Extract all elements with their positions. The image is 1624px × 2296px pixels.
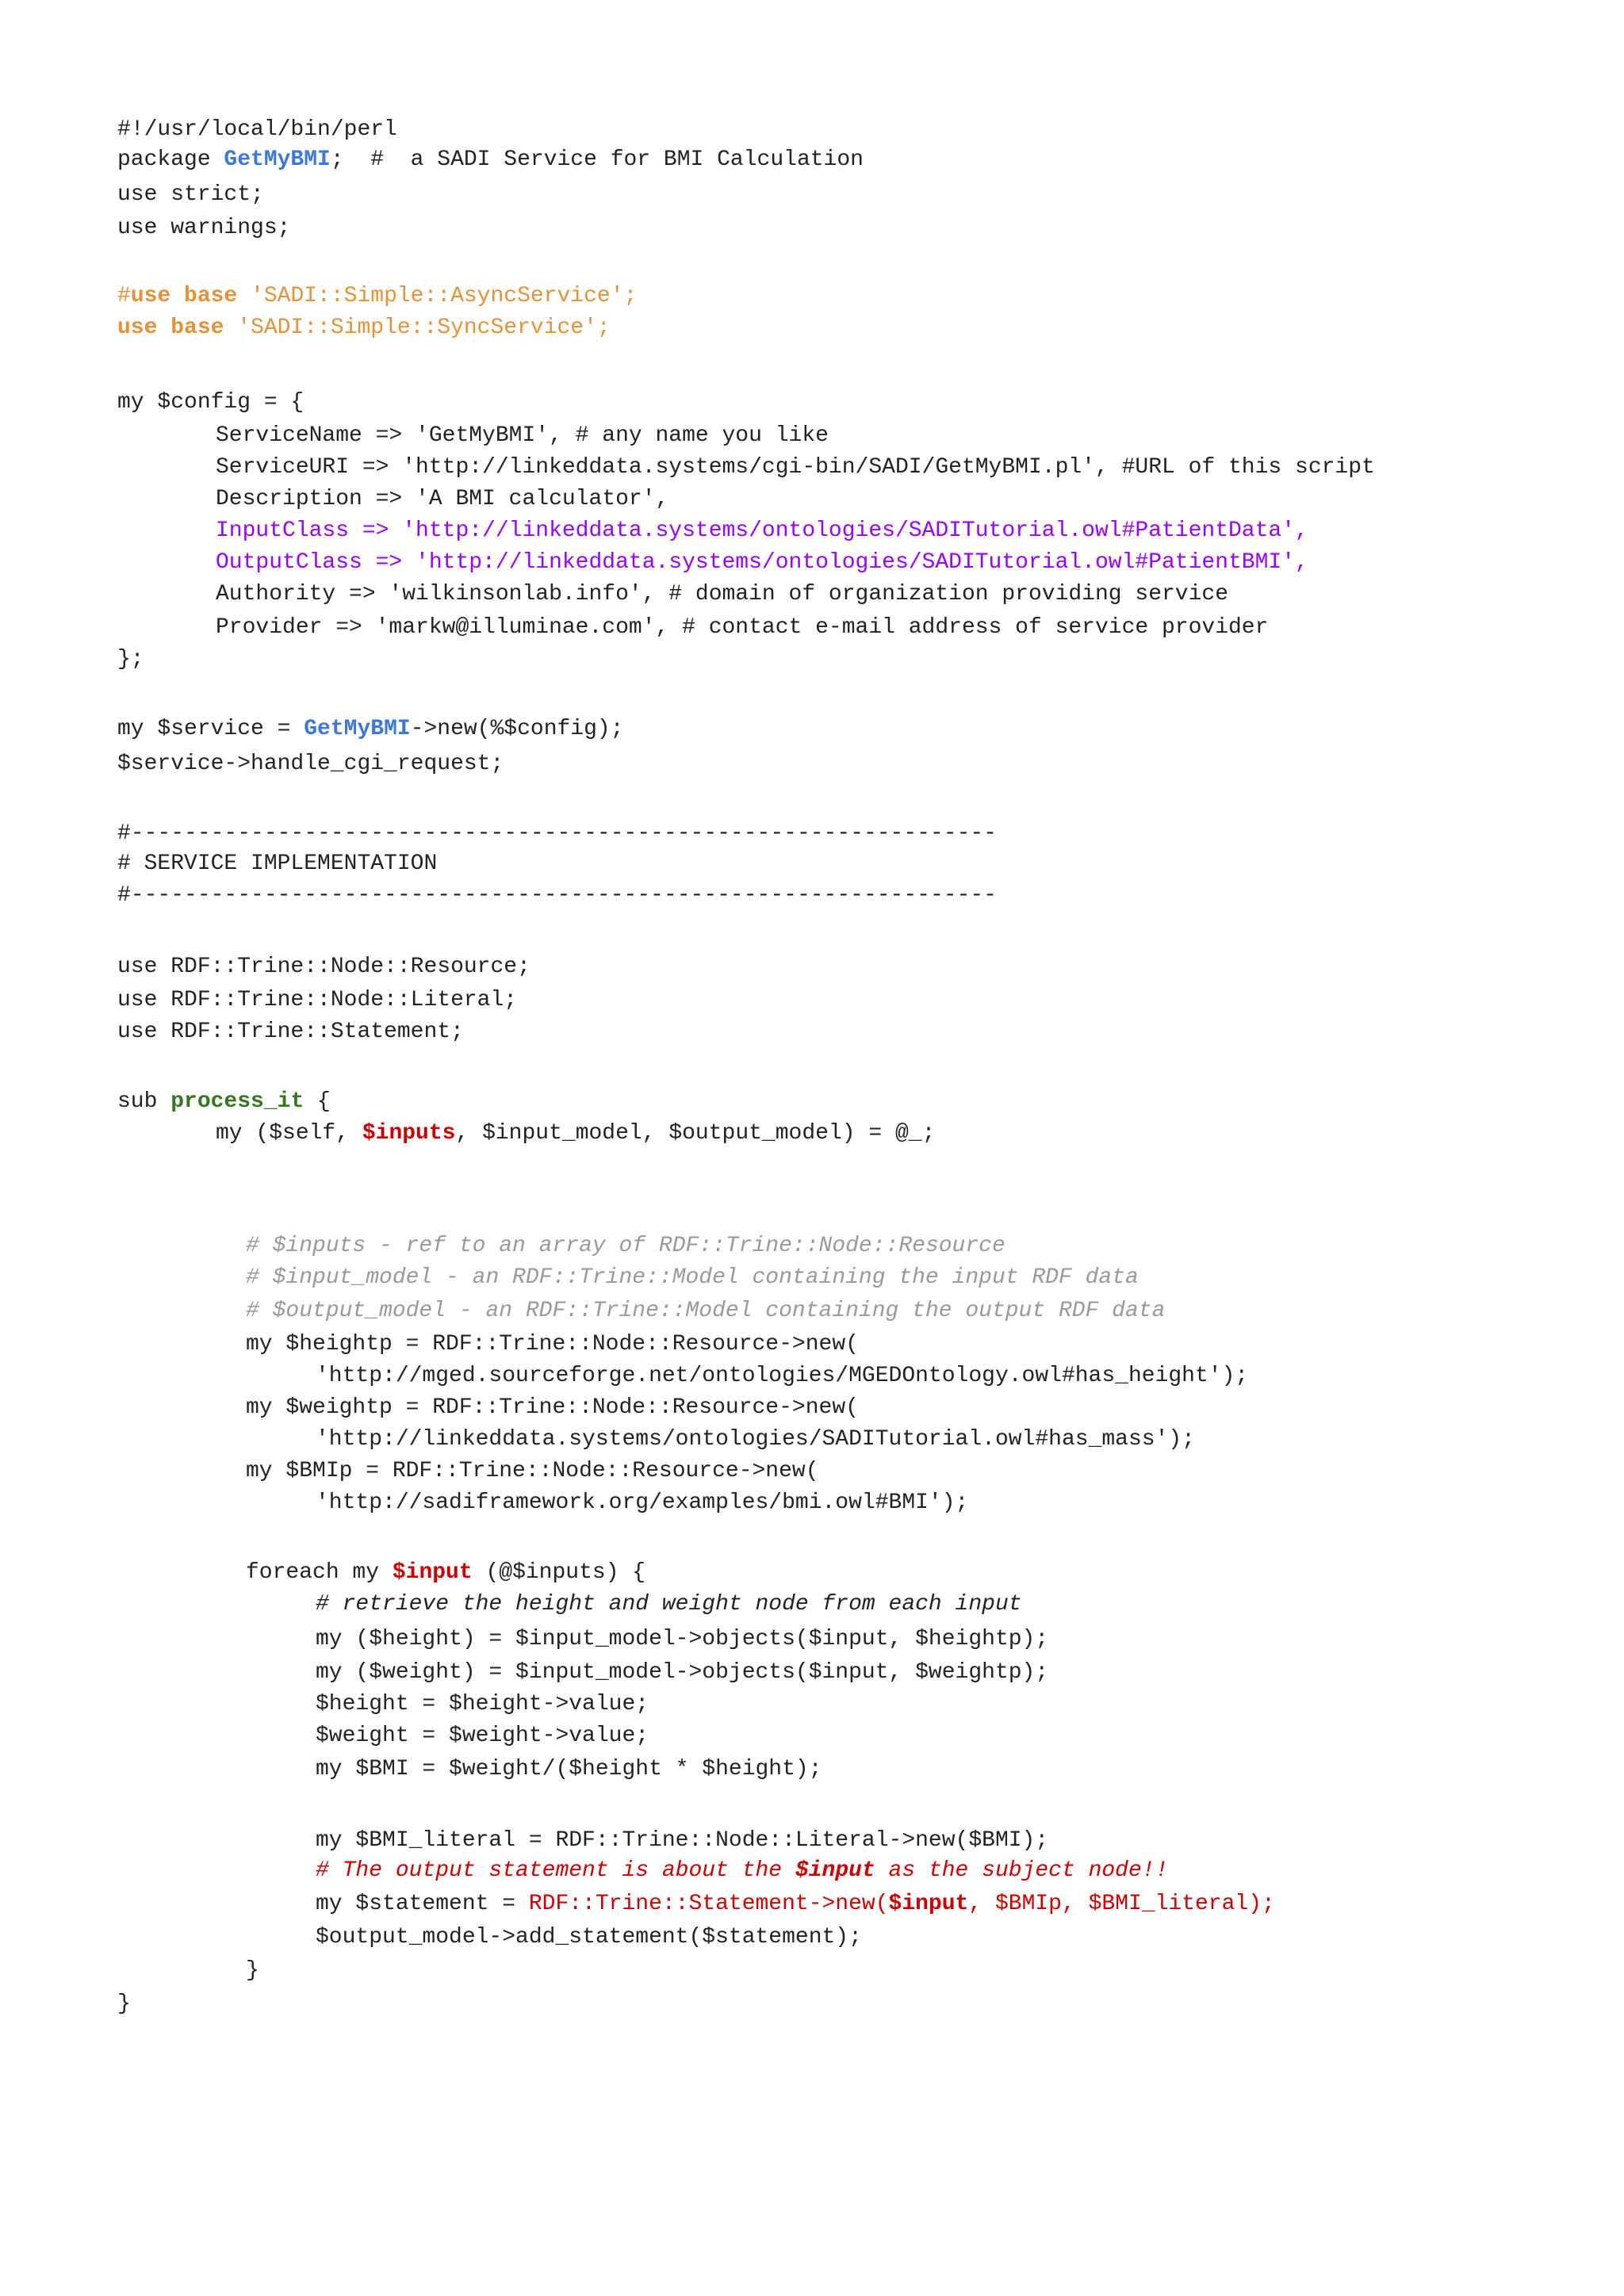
code-line xyxy=(316,1825,1048,1857)
code-token: ->new(%$config); xyxy=(410,717,624,741)
code-token: $input xyxy=(888,1892,969,1916)
code-token: ServiceURI => 'http://linkeddata.systems/cgi-bin/SADI/GetMyBMI.pl', #URL of this script xyxy=(216,455,1375,480)
code-token: #!/usr/local/bin/perl xyxy=(117,117,397,142)
code-token: foreach my xyxy=(246,1560,393,1585)
code-token: my $statement = xyxy=(316,1892,529,1916)
code-line xyxy=(316,1589,1022,1621)
code-token: $inputs xyxy=(362,1121,456,1146)
code-token: 'SADI::Simple::SyncService'; xyxy=(224,316,611,340)
code-line xyxy=(117,985,517,1016)
code-line xyxy=(117,951,530,983)
code-token: } xyxy=(117,1992,131,2016)
code-token: # retrieve the height and weight node from each input xyxy=(316,1592,1022,1617)
code-token: my ($weight) = $input_model->objects($input, $weightp); xyxy=(316,1660,1049,1685)
code-token: # xyxy=(117,284,131,308)
code-line xyxy=(246,1955,259,1987)
code-line xyxy=(117,144,864,176)
code-token: my $BMI_literal = RDF::Trine::Node::Literal->new($BMI); xyxy=(316,1828,1049,1853)
code-token: $height = $height->value; xyxy=(316,1692,649,1716)
code-token: #----------------------------------------------------------------- xyxy=(117,821,997,846)
code-token: use base xyxy=(117,316,224,340)
code-token: use RDF::Trine::Statement; xyxy=(117,1020,464,1044)
code-line xyxy=(246,1262,1139,1294)
code-line xyxy=(216,1118,935,1150)
code-token: my $weightp = RDF::Trine::Node::Resource->new( xyxy=(246,1395,859,1420)
code-token: # SERVICE IMPLEMENTATION xyxy=(117,851,438,876)
code-token: use RDF::Trine::Node::Resource; xyxy=(117,955,530,979)
code-token: my $BMI = $weight/($height * $height); xyxy=(316,1757,822,1781)
code-token: my ($self, xyxy=(216,1121,362,1146)
code-line xyxy=(117,1086,331,1118)
code-line xyxy=(316,1855,1168,1887)
code-line xyxy=(117,1988,131,2020)
code-token: # $output_model - an RDF::Trine::Model containing the output RDF data xyxy=(246,1299,1166,1323)
code-token: my $BMIp = RDF::Trine::Node::Resource->new( xyxy=(246,1459,819,1483)
code-token: sub xyxy=(117,1089,171,1114)
code-line xyxy=(316,1487,968,1519)
code-token: use RDF::Trine::Node::Literal; xyxy=(117,988,518,1012)
code-token: , $input_model, $output_model) = @_; xyxy=(455,1121,936,1146)
code-line xyxy=(117,748,504,780)
code-line xyxy=(117,312,611,344)
code-token: $weight = $weight->value; xyxy=(316,1724,649,1748)
code-token: # The output statement is about the xyxy=(316,1858,795,1883)
code-token: Provider => 'markw@illuminae.com', # contact e-mail address of service provider xyxy=(216,615,1269,640)
code-line xyxy=(216,452,1375,484)
code-token: process_it xyxy=(170,1089,304,1114)
code-token: 'http://mged.sourceforge.net/ontologies/MGEDOntology.owl#has_height'); xyxy=(316,1364,1249,1388)
code-token: # $inputs - ref to an array of RDF::Trine::Node::Resource xyxy=(246,1234,1005,1258)
code-line xyxy=(117,387,304,419)
code-line xyxy=(117,848,437,880)
code-line xyxy=(246,1230,1005,1262)
code-line xyxy=(216,547,1308,579)
code-line xyxy=(316,1424,1195,1456)
code-line xyxy=(216,515,1308,547)
code-token: my $service = xyxy=(117,717,304,741)
code-line xyxy=(316,1888,1275,1920)
code-token: my $config = { xyxy=(117,390,304,415)
code-token: package xyxy=(117,147,224,172)
code-token: ServiceName => 'GetMyBMI', # any name you like xyxy=(216,423,829,448)
code-token: $service->handle_cgi_request; xyxy=(117,752,504,776)
code-token: }; xyxy=(117,647,144,672)
code-token: } xyxy=(246,1958,259,1983)
code-line xyxy=(246,1456,819,1487)
code-token: $output_model->add_statement($statement); xyxy=(316,1925,862,1950)
code-line xyxy=(117,1016,464,1048)
code-token: RDF::Trine::Statement->new( xyxy=(528,1892,889,1916)
code-token: GetMyBMI xyxy=(304,717,411,741)
code-token: 'http://linkeddata.systems/ontologies/SADITutorial.owl#has_mass'); xyxy=(316,1427,1195,1452)
code-line xyxy=(117,179,264,211)
code-line xyxy=(117,644,144,675)
code-line xyxy=(246,1329,859,1360)
code-token: ; # a SADI Service for BMI Calculation xyxy=(330,147,864,172)
code-line xyxy=(246,1392,859,1424)
code-token: use base xyxy=(130,284,238,308)
code-line xyxy=(117,714,624,745)
code-token: # $input_model - an RDF::Trine::Model containing the input RDF data xyxy=(246,1265,1139,1290)
code-token: 'SADI::Simple::AsyncService'; xyxy=(237,284,638,308)
code-token: Authority => 'wilkinsonlab.info', # domain of organization providing service xyxy=(216,582,1229,607)
code-token: InputClass => 'http://linkeddata.systems/ontologies/SADITutorial.owl#PatientData', xyxy=(216,519,1308,543)
code-line xyxy=(117,281,637,312)
code-token: my $heightp = RDF::Trine::Node::Resource->new( xyxy=(246,1332,859,1357)
code-token: #----------------------------------------------------------------- xyxy=(117,883,997,908)
code-token: OutputClass => 'http://linkeddata.systems/ontologies/SADITutorial.owl#PatientBMI', xyxy=(216,550,1308,575)
code-line xyxy=(117,212,290,244)
code-token: { xyxy=(304,1089,331,1114)
code-line xyxy=(216,484,668,515)
code-line xyxy=(316,1689,649,1720)
code-token: (@$inputs) { xyxy=(472,1560,646,1585)
code-line xyxy=(117,114,397,146)
code-line xyxy=(246,1557,645,1589)
code-token: Description => 'A BMI calculator', xyxy=(216,487,669,511)
code-line xyxy=(316,1922,862,1954)
code-line xyxy=(246,1295,1165,1327)
code-line xyxy=(316,1657,1048,1689)
code-line xyxy=(216,579,1228,610)
code-token: as the subject node!! xyxy=(875,1858,1169,1883)
code-token: $input xyxy=(795,1858,875,1883)
code-line xyxy=(117,818,997,850)
code-line xyxy=(316,1360,1248,1392)
code-token: $input xyxy=(392,1560,473,1585)
code-token: , $BMIp, $BMI_literal); xyxy=(968,1892,1275,1916)
code-token: my ($height) = $input_model->objects($input, $heightp); xyxy=(316,1627,1049,1651)
code-line xyxy=(316,1754,822,1785)
code-line xyxy=(117,880,997,912)
code-line xyxy=(316,1624,1048,1655)
code-token: 'http://sadiframework.org/examples/bmi.owl#BMI'); xyxy=(316,1490,969,1515)
code-token: use warnings; xyxy=(117,216,291,240)
code-token: GetMyBMI xyxy=(224,147,331,172)
code-line xyxy=(316,1720,649,1752)
code-line xyxy=(216,420,829,452)
code-line xyxy=(216,612,1268,644)
code-token: use strict; xyxy=(117,182,264,207)
